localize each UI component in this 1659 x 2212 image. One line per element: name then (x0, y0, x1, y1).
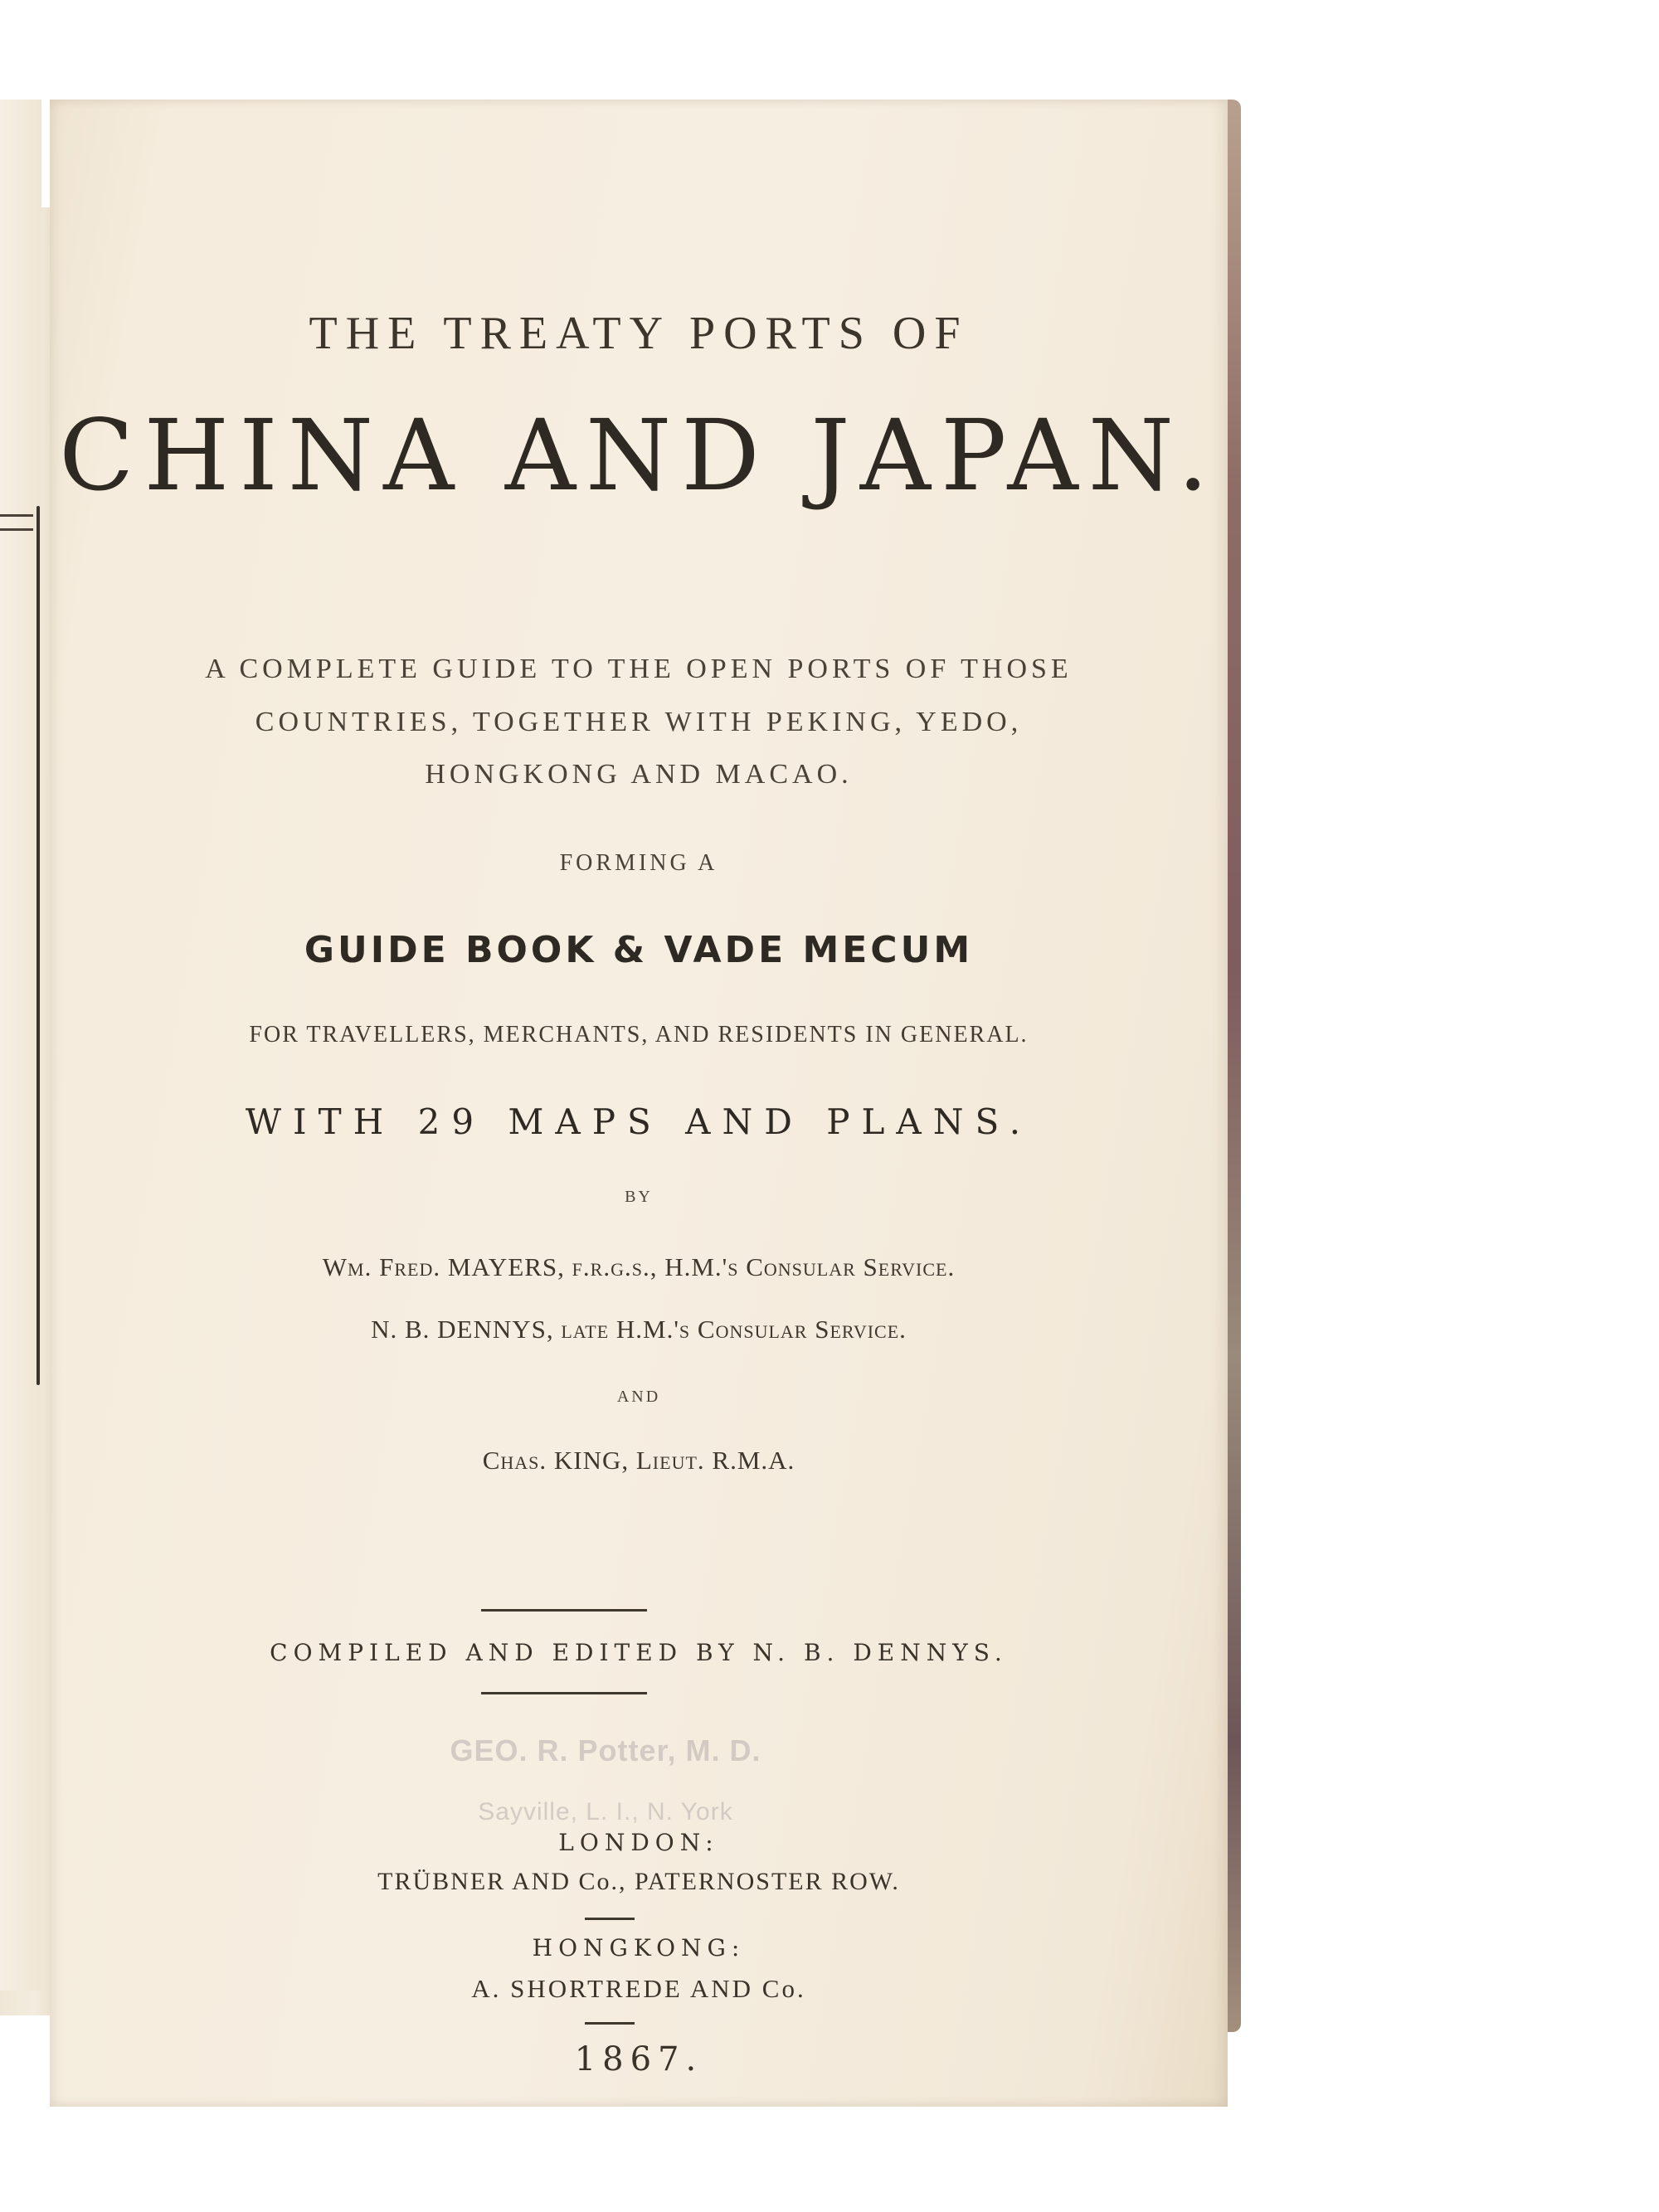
imprint-divider-2 (585, 2022, 635, 2025)
guide-book-heading: GUIDE BOOK & VADE MECUM (304, 929, 974, 971)
imprint-london-publisher: TRÜBNER AND Co., PATERNOSTER ROW. (377, 1868, 900, 1895)
author-dennys: N. B. DENNYS, late H.M.'s Consular Service. (371, 1315, 907, 1344)
title-line-2: CHINA AND JAPAN. (59, 398, 1219, 513)
facing-page-border-line (36, 506, 40, 1385)
compiled-by: COMPILED AND EDITED BY N. B. DENNYS. (270, 1639, 1008, 1666)
imprint-london: LONDON: (558, 1829, 719, 1856)
by-label: BY (625, 1188, 653, 1206)
audience-line: FOR TRAVELLERS, MERCHANTS, AND RESIDENTS IN GENERAL. (249, 1022, 1029, 1048)
subtitle-line-2: COUNTRIES, TOGETHER WITH PEKING, YEDO, (255, 707, 1023, 737)
author-king: Chas. KING, Lieut. R.M.A. (482, 1446, 795, 1475)
subtitle-line-1: A COMPLETE GUIDE TO THE OPEN PORTS OF THOSE (205, 654, 1073, 684)
title-line-1: THE TREATY PORTS OF (309, 308, 969, 359)
ownership-stamp-line-2: Sayville, L. I., N. York (478, 1798, 733, 1826)
imprint-hongkong-publisher: A. SHORTREDE AND Co. (471, 1974, 806, 2003)
and-label: AND (616, 1388, 661, 1406)
title-page (50, 100, 1228, 2107)
rule-above-compiled (481, 1609, 647, 1612)
facing-page-rule-mark (0, 514, 33, 531)
publication-year: 1867. (574, 2040, 703, 2078)
forming-a: FORMING A (559, 850, 718, 876)
rule-below-compiled (481, 1692, 647, 1694)
imprint-hongkong: HONGKONG: (532, 1934, 746, 1962)
imprint-divider-1 (585, 1918, 635, 1920)
ownership-stamp-line-1: GEO. R. Potter, M. D. (450, 1733, 761, 1767)
author-mayers: Wm. Fred. MAYERS, f.r.g.s., H.M.'s Consular Service. (322, 1252, 956, 1281)
facing-leaf-edge (0, 100, 41, 1991)
subtitle-line-3: HONGKONG AND MACAO. (425, 759, 853, 790)
maps-and-plans: WITH 29 MAPS AND PLANS. (245, 1101, 1033, 1142)
